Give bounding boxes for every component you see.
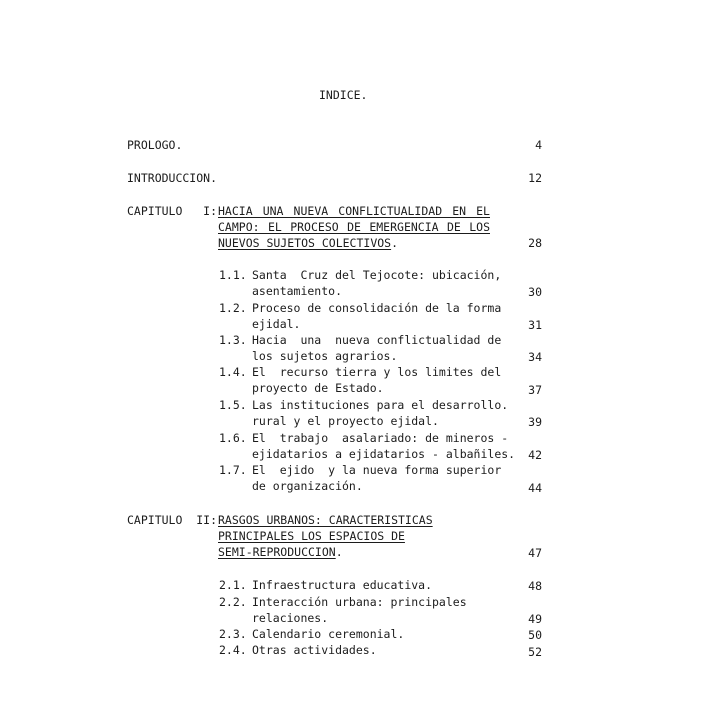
toc-item-page: 31	[528, 318, 542, 332]
toc-item-page: 50	[528, 628, 542, 642]
toc-item-text: Interacción urbana: principales	[252, 595, 467, 609]
toc-item-text: Hacia una nueva conflictualidad de	[252, 333, 502, 347]
toc-introduccion-page: 12	[528, 171, 542, 185]
toc-item-number: 2.3.	[219, 627, 247, 641]
toc-item-text: Proceso de consolidación de la forma	[252, 301, 502, 315]
toc-item-text: Infraestructura educativa.	[252, 578, 433, 592]
toc-item-text: ejidal.	[252, 317, 301, 331]
chapter-1-title-line: NUEVOS SUJETOS COLECTIVOS.	[218, 236, 399, 250]
toc-item-page: 42	[528, 448, 542, 462]
toc-item-text: El recurso tierra y los limites del	[252, 365, 502, 379]
chapter-2-title-line: PRINCIPALES LOS ESPACIOS DE	[218, 529, 405, 543]
toc-item-page: 37	[528, 383, 542, 397]
toc-item-text: Otras actividades.	[252, 643, 377, 657]
toc-item-text: El ejido y la nueva forma superior	[252, 463, 502, 477]
chapter-2-title-line: SEMI-REPRODUCCION.	[218, 545, 343, 559]
toc-item-page: 30	[528, 285, 542, 299]
toc-item-page: 44	[528, 481, 542, 495]
toc-item-page: 34	[528, 350, 542, 364]
toc-item-text: de organización.	[252, 479, 363, 493]
chapter-1-page: 28	[528, 236, 542, 250]
chapter-2-title-line: RASGOS URBANOS: CARACTERISTICAS	[218, 513, 433, 527]
toc-item-text: proyecto de Estado.	[252, 381, 384, 395]
toc-item-text: relaciones.	[252, 611, 329, 625]
toc-item-number: 1.7.	[219, 463, 247, 477]
toc-item-number: 1.6.	[219, 431, 247, 445]
toc-prologo-page: 4	[535, 138, 542, 152]
chapter-1-title-line: CAMPO: EL PROCESO DE EMERGENCIA DE LOS	[218, 220, 490, 234]
toc-introduccion-label: INTRODUCCION.	[127, 171, 218, 185]
toc-item-number: 1.1.	[219, 268, 247, 282]
toc-item-page: 48	[528, 579, 542, 593]
toc-item-text: ejidatarios a ejidatarios - albañiles.	[252, 447, 516, 461]
toc-item-text: Santa Cruz del Tejocote: ubicación,	[252, 268, 502, 282]
toc-item-page: 39	[528, 415, 542, 429]
toc-item-page: 52	[528, 645, 542, 659]
toc-item-text: asentamiento.	[252, 284, 343, 298]
toc-item-text: El trabajo asalariado: de mineros -	[252, 431, 509, 445]
toc-item-number: 1.5.	[219, 398, 247, 412]
toc-item-number: 2.4.	[219, 643, 247, 657]
index-title: INDICE.	[319, 88, 368, 102]
chapter-2-label: CAPITULO II:	[127, 513, 218, 527]
toc-item-number: 2.1.	[219, 578, 247, 592]
toc-item-text: los sujetos agrarios.	[252, 349, 398, 363]
chapter-2-page: 47	[528, 546, 542, 560]
toc-item-text: Calendario ceremonial.	[252, 627, 405, 641]
chapter-1-title-line: HACIA UNA NUEVA CONFLICTUALIDAD EN EL	[218, 204, 490, 218]
toc-item-number: 1.3.	[219, 333, 247, 347]
chapter-1-label: CAPITULO I:	[127, 204, 218, 218]
toc-item-text: rural y el proyecto ejidal.	[252, 414, 439, 428]
toc-prologo-label: PROLOGO.	[127, 138, 183, 152]
toc-item-number: 1.2.	[219, 301, 247, 315]
toc-item-number: 2.2.	[219, 595, 247, 609]
toc-item-text: Las instituciones para el desarrollo.	[252, 398, 509, 412]
toc-item-page: 49	[528, 612, 542, 626]
toc-item-number: 1.4.	[219, 365, 247, 379]
